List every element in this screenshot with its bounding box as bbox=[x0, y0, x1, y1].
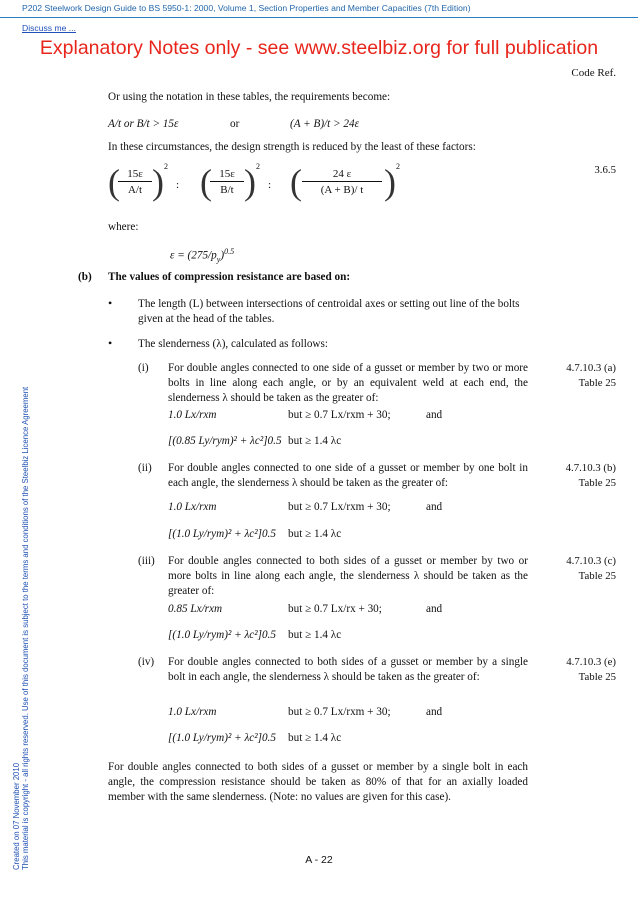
eq-secondary: [(0.85 Ly/rym)² + λc²]0.5 bbox=[168, 435, 282, 447]
page-number: A - 22 bbox=[305, 854, 333, 866]
requirement-right: (A + B)/t > 24ε bbox=[290, 118, 360, 130]
discuss-link[interactable]: Discuss me ... bbox=[22, 23, 76, 33]
closing-paragraph: For double angles connected to both sides of a gusset or member by a single bolt in each angle, the compression resistance should be taken as 80% of that for an axially loaded member with the same slenderness. (Note: no values are given for this case). bbox=[108, 761, 528, 803]
eq-and: and bbox=[426, 603, 443, 615]
item-label: (iv) bbox=[138, 656, 155, 668]
header-bar bbox=[0, 0, 638, 18]
ref-3-6-5: 3.6.5 bbox=[594, 164, 616, 176]
bullet-marker: • bbox=[108, 336, 113, 350]
eq-and: and bbox=[426, 501, 443, 513]
eq-limit: but ≥ 1.4 λc bbox=[288, 528, 342, 540]
eq-primary: 1.0 Lx/rxm bbox=[168, 706, 217, 718]
factor-1: $\frac{15\varepsilon}{A/t}$ bbox=[118, 168, 152, 196]
item-label: (i) bbox=[138, 362, 149, 374]
bullet-slenderness: The slenderness (λ), calculated as follows: bbox=[138, 338, 328, 350]
eq-limit: but ≥ 0.7 Lx/rxm + 30; bbox=[288, 706, 391, 718]
code-ref-heading: Code Ref. bbox=[571, 67, 616, 79]
requirement-or: or bbox=[230, 118, 240, 130]
item-text: For double angles connected to one side of a gusset or member by two or more bolts in line along each angle, or by an equivalent weld at each end, the slenderness λ should be taken as the greater of: bbox=[168, 362, 528, 404]
eq-limit: but ≥ 0.7 Lx/rxm + 30; bbox=[288, 501, 391, 513]
where-label: where: bbox=[108, 221, 139, 233]
eq-secondary: [(1.0 Ly/rym)² + λc²]0.5 bbox=[168, 629, 276, 641]
eq-and: and bbox=[426, 706, 443, 718]
item-ref: 4.7.10.3 (a) bbox=[566, 362, 616, 374]
item-text: For double angles connected to both sides of a gusset or member by a single bolt in each angle, the slenderness λ should be taken as the greater of: bbox=[168, 656, 528, 683]
intro-text: Or using the notation in these tables, the requirements become: bbox=[108, 91, 391, 103]
item-ref-table: Table 25 bbox=[578, 671, 616, 683]
item-text: For double angles connected to both sides of a gusset or member by two or more bolts in line along each angle, the slenderness λ should be taken as the greater of: bbox=[168, 555, 528, 597]
copyright-notice: This material is copyright - all rights reserved. Use of this document is subject to the terms and conditions of the Steelbiz Licence Agreement bbox=[21, 386, 30, 870]
factor-3: $\frac{24 \varepsilon}{(A + B)/ t}$ bbox=[302, 168, 382, 196]
item-label: (iii) bbox=[138, 555, 155, 567]
eq-secondary: [(1.0 Ly/rym)² + λc²]0.5 bbox=[168, 732, 276, 744]
section-b-label: (b) bbox=[78, 271, 92, 283]
item-ref-table: Table 25 bbox=[578, 377, 616, 389]
eq-limit: but ≥ 0.7 Lx/rxm + 30; bbox=[288, 409, 391, 421]
eq-primary: 1.0 Lx/rxm bbox=[168, 501, 217, 513]
eq-limit: but ≥ 1.4 λc bbox=[288, 732, 342, 744]
bullet-length: The length (L) between intersections of centroidal axes or setting out line of the bolts given at the head of the tables. bbox=[138, 298, 520, 325]
eq-and: and bbox=[426, 409, 443, 421]
eq-limit: but ≥ 1.4 λc bbox=[288, 629, 342, 641]
item-ref-table: Table 25 bbox=[578, 477, 616, 489]
section-b-title: The values of compression resistance are based on: bbox=[108, 271, 351, 283]
item-ref: 4.7.10.3 (c) bbox=[566, 555, 616, 567]
eq-limit: but ≥ 0.7 Lx/rx + 30; bbox=[288, 603, 382, 615]
eq-limit: but ≥ 1.4 λc bbox=[288, 435, 342, 447]
item-ref: 4.7.10.3 (e) bbox=[566, 656, 616, 668]
item-text: For double angles connected to one side of a gusset or member by one bolt in each angle, the slenderness λ should be taken as the greater of: bbox=[168, 462, 528, 489]
reduction-text: In these circumstances, the design strength is reduced by the least of these factors: bbox=[108, 141, 476, 153]
requirement-left: A/t or B/t > 15ε bbox=[108, 118, 179, 130]
eq-primary: 1.0 Lx/rxm bbox=[168, 409, 217, 421]
bullet-marker: • bbox=[108, 296, 113, 310]
item-ref: 4.7.10.3 (b) bbox=[565, 462, 616, 474]
copyright-sidebar bbox=[12, 0, 30, 870]
item-label: (ii) bbox=[138, 462, 152, 474]
eq-secondary: [(1.0 Ly/rym)² + λc²]0.5 bbox=[168, 528, 276, 540]
epsilon-equation: $\varepsilon = (275/p_y)^{0.5}$ bbox=[170, 247, 235, 264]
item-ref-table: Table 25 bbox=[578, 570, 616, 582]
explanatory-banner: Explanatory Notes only - see www.steelbiz.org for full publication bbox=[39, 37, 599, 59]
header-title: P202 Steelwork Design Guide to BS 5950-1: 2000, Volume 1, Section Properties and Member Capacities (7th Edition) bbox=[22, 3, 471, 13]
reduction-factors: ( $\frac{15\varepsilon}{A/t}$ ) 2 : ( $\frac{15\varepsilon}{B/t}$ ) 2 : ( $\frac{24 \varepsilon}{(A + B)/ t}$ ) 2 bbox=[108, 162, 400, 202]
created-date: Created on 07 November 2010 bbox=[12, 762, 21, 870]
factor-2: $\frac{15\varepsilon}{B/t}$ bbox=[210, 168, 244, 196]
eq-primary: 0.85 Lx/rxm bbox=[168, 603, 223, 615]
